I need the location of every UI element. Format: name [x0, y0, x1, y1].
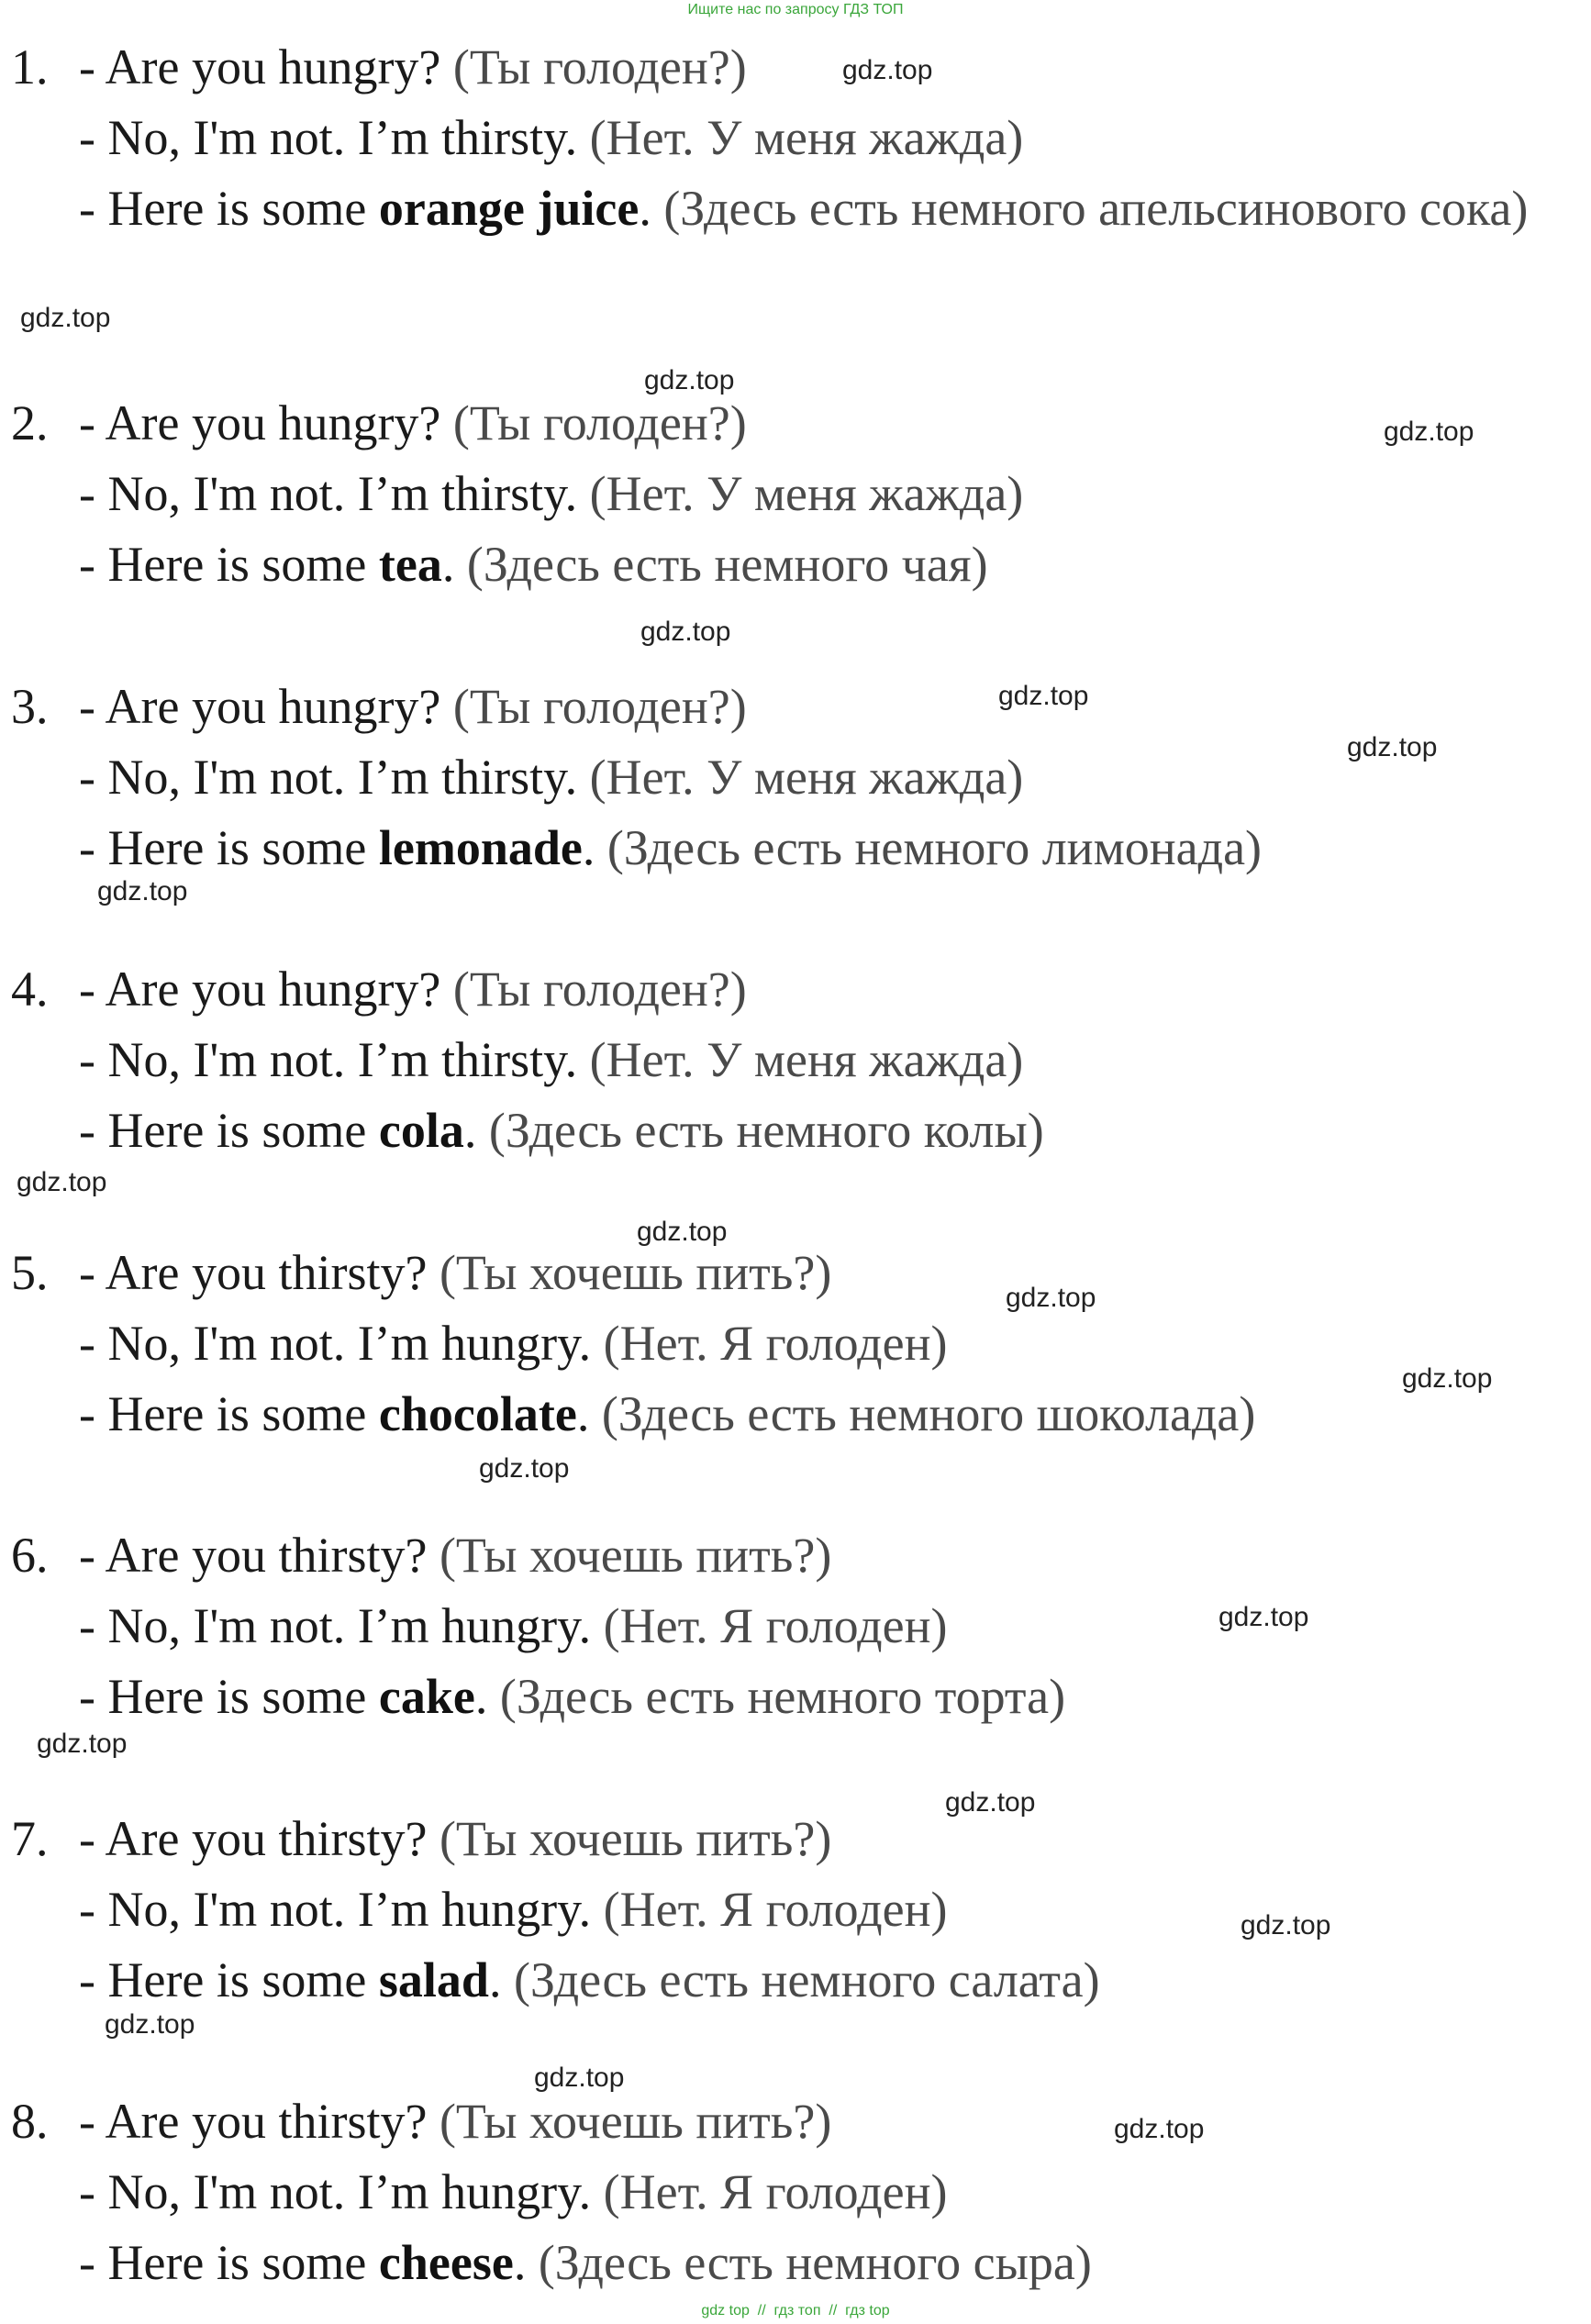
offer-period: .: [441, 537, 455, 592]
answer-en: - No, I'm not. I’m hungry.: [79, 1882, 592, 1937]
watermark: gdz.top: [644, 365, 735, 395]
offer-period: .: [513, 2235, 527, 2290]
answer-line: [79, 1025, 1580, 1095]
offer-prefix: - Here is some: [79, 1386, 367, 1441]
question-ru: (Ты голоден?): [452, 962, 747, 1017]
dialogue-item-6: [11, 1520, 1580, 1732]
answer-ru: (Нет. Я голоден): [603, 2164, 948, 2219]
food-word: lemonade: [378, 820, 583, 875]
answer-en: - No, I'm not. I’m thirsty.: [79, 1032, 578, 1087]
offer-ru: (Здесь есть немного чая): [466, 537, 988, 592]
item-number: 3.: [11, 679, 49, 734]
dialogue-item-5: [11, 1238, 1580, 1450]
answer-line: [79, 2157, 1580, 2228]
question-line: [79, 32, 1580, 103]
question-en: - Are you hungry?: [79, 395, 441, 450]
answer-line: [79, 1874, 1580, 1945]
dialogue-item-1: [11, 32, 1580, 244]
food-word: cheese: [378, 2235, 514, 2290]
watermark: gdz.top: [20, 303, 111, 333]
offer-ru: (Здесь есть немного салата): [513, 1952, 1100, 2007]
food-word: salad: [378, 1952, 489, 2007]
question-ru: (Ты хочешь пить?): [439, 1528, 832, 1583]
item-number: 6.: [11, 1528, 49, 1583]
offer-line: [79, 529, 1580, 600]
dialogue-item-2: [11, 388, 1580, 600]
watermark: gdz.top: [17, 1167, 107, 1197]
question-ru: (Ты голоден?): [452, 395, 747, 450]
offer-prefix: - Here is some: [79, 1669, 367, 1724]
offer-prefix: - Here is some: [79, 820, 367, 875]
answer-ru: (Нет. У меня жажда): [589, 1032, 1024, 1087]
watermark: gdz.top: [1402, 1363, 1493, 1394]
watermark: gdz.top: [640, 617, 731, 647]
offer-line: [79, 2228, 1580, 2298]
offer-ru: (Здесь есть немного колы): [488, 1103, 1044, 1158]
offer-period: .: [488, 1952, 502, 2007]
item-number: 1.: [11, 39, 49, 95]
watermark: gdz.top: [534, 2063, 625, 2093]
question-ru: (Ты голоден?): [452, 39, 747, 95]
answer-ru: (Нет. Я голоден): [603, 1598, 948, 1653]
watermark: gdz.top: [1006, 1283, 1096, 1313]
offer-ru: (Здесь есть немного сыра): [538, 2235, 1092, 2290]
watermark: gdz.top: [1241, 1910, 1331, 1940]
item-number: 8.: [11, 2094, 49, 2149]
watermark: gdz.top: [479, 1453, 570, 1484]
offer-line: [79, 1945, 1580, 2016]
offer-line: [79, 1379, 1580, 1450]
offer-period: .: [582, 820, 595, 875]
answer-line: [79, 459, 1580, 529]
dialogue-item-8: [11, 2086, 1580, 2298]
dialogue-item-4: [11, 954, 1580, 1166]
footer-links: gdz top // гдз топ // гдз top: [701, 2303, 890, 2318]
question-en: - Are you hungry?: [79, 962, 441, 1017]
question-line: [79, 2086, 1580, 2157]
offer-period: .: [639, 181, 651, 236]
offer-prefix: - Here is some: [79, 2235, 367, 2290]
watermark: gdz.top: [1218, 1602, 1309, 1632]
watermark: gdz.top: [37, 1729, 128, 1759]
offer-line: [79, 813, 1580, 884]
offer-ru: (Здесь есть немного лимонада): [606, 820, 1263, 875]
question-ru: (Ты хочешь пить?): [439, 1245, 832, 1300]
answer-line: [79, 1308, 1580, 1379]
food-word: orange juice: [378, 181, 640, 236]
answer-en: - No, I'm not. I’m thirsty.: [79, 110, 578, 165]
answer-ru: (Нет. У меня жажда): [589, 110, 1024, 165]
question-en: - Are you hungry?: [79, 679, 441, 734]
watermark: gdz.top: [637, 1217, 728, 1247]
watermark: gdz.top: [842, 55, 933, 85]
offer-prefix: - Here is some: [79, 181, 367, 236]
answer-line: [79, 103, 1580, 173]
answer-ru: (Нет. У меня жажда): [589, 466, 1024, 521]
question-line: [79, 954, 1580, 1025]
offer-prefix: - Here is some: [79, 1952, 367, 2007]
offer-prefix: - Here is some: [79, 1103, 367, 1158]
watermark: gdz.top: [1347, 732, 1438, 762]
question-line: [79, 1238, 1580, 1308]
answer-ru: (Нет. Я голоден): [603, 1316, 948, 1371]
offer-ru: (Здесь есть немного апельсинового сока): [663, 181, 1529, 236]
item-number: 5.: [11, 1245, 49, 1300]
question-en: - Are you thirsty?: [79, 1245, 428, 1300]
answer-en: - No, I'm not. I’m hungry.: [79, 1598, 592, 1653]
question-ru: (Ты хочешь пить?): [439, 1811, 832, 1866]
dialogue-item-7: [11, 1804, 1580, 2016]
offer-line: [79, 173, 1584, 244]
food-word: cake: [378, 1669, 475, 1724]
watermark: gdz.top: [1384, 417, 1474, 447]
item-number: 4.: [11, 962, 49, 1017]
answer-ru: (Нет. У меня жажда): [589, 750, 1024, 805]
offer-line: [79, 1095, 1580, 1166]
offer-period: .: [576, 1386, 590, 1441]
offer-period: .: [474, 1669, 488, 1724]
question-en: - Are you thirsty?: [79, 2094, 428, 2149]
dialogue-item-3: [11, 672, 1580, 884]
offer-prefix: - Here is some: [79, 537, 367, 592]
item-number: 7.: [11, 1811, 49, 1866]
answer-en: - No, I'm not. I’m thirsty.: [79, 466, 578, 521]
question-line: [79, 1520, 1580, 1591]
answer-ru: (Нет. Я голоден): [603, 1882, 948, 1937]
answer-en: - No, I'm not. I’m hungry.: [79, 2164, 592, 2219]
search-banner: Ищите нас по запросу ГДЗ ТОП: [687, 2, 904, 17]
question-line: [79, 1804, 1580, 1874]
offer-ru: (Здесь есть немного шоколада): [601, 1386, 1256, 1441]
food-word: cola: [378, 1103, 464, 1158]
question-en: - Are you thirsty?: [79, 1811, 428, 1866]
answer-en: - No, I'm not. I’m thirsty.: [79, 750, 578, 805]
answer-line: [79, 1591, 1580, 1662]
food-word: chocolate: [378, 1386, 577, 1441]
watermark: gdz.top: [945, 1787, 1036, 1818]
question-ru: (Ты голоден?): [452, 679, 747, 734]
watermark: gdz.top: [105, 2009, 195, 2040]
offer-period: .: [463, 1103, 477, 1158]
offer-ru: (Здесь есть немного торта): [499, 1669, 1066, 1724]
answer-en: - No, I'm not. I’m hungry.: [79, 1316, 592, 1371]
question-ru: (Ты хочешь пить?): [439, 2094, 832, 2149]
food-word: tea: [378, 537, 442, 592]
question-line: [79, 388, 1580, 459]
item-number: 2.: [11, 395, 49, 450]
watermark: gdz.top: [998, 681, 1089, 711]
question-en: - Are you hungry?: [79, 39, 441, 95]
offer-line: [79, 1662, 1580, 1732]
watermark: gdz.top: [97, 876, 188, 906]
question-en: - Are you thirsty?: [79, 1528, 428, 1583]
watermark: gdz.top: [1114, 2114, 1205, 2144]
